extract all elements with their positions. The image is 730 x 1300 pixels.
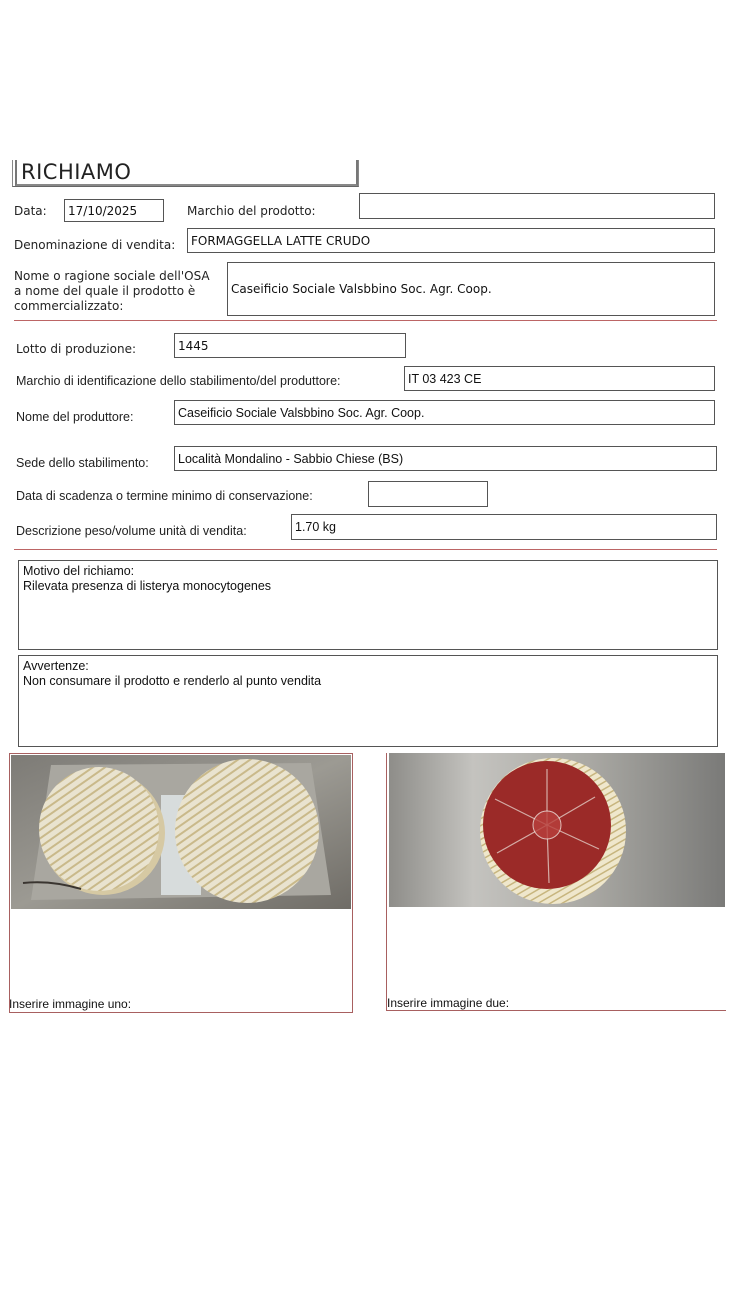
title-frame (12, 160, 359, 187)
avvertenze-box[interactable] (18, 655, 718, 747)
marchio-id-label: Marchio di identificazione dello stabilimento/del produttore: (16, 374, 341, 388)
avvertenze-label: Avvertenze: (23, 659, 89, 673)
marchio-prodotto-field[interactable] (359, 193, 715, 219)
sede-field[interactable]: Località Mondalino - Sabbio Chiese (BS) (174, 446, 717, 471)
label-center (533, 811, 561, 839)
motivo-box[interactable] (18, 560, 718, 650)
image-caption-1: Inserire immagine uno: (9, 997, 132, 1011)
osa-label-line2: a nome del quale il prodotto è (14, 284, 196, 298)
cheese-wheel-right (175, 759, 319, 903)
avvertenze-text: Non consumare il prodotto e renderlo al punto vendita (23, 674, 322, 688)
osa-label-line3: commercializzato: (14, 299, 124, 313)
image-caption-2: Inserire immagine due: (387, 996, 510, 1010)
sede-label: Sede dello stabilimento: (16, 456, 149, 470)
motivo-text: Rilevata presenza di listerya monocytogenes (23, 579, 272, 593)
image-frame-1[interactable] (9, 753, 353, 1013)
data-field[interactable]: 17/10/2025 (64, 199, 164, 222)
photo-cheese-wheels-in-box (11, 755, 351, 909)
produttore-label: Nome del produttore: (16, 410, 134, 424)
osa-label-line1: Nome o ragione sociale dell'OSA (14, 269, 210, 283)
marchio-id-field[interactable]: IT 03 423 CE (404, 366, 715, 391)
osa-field[interactable]: Caseificio Sociale Valsbbino Soc. Agr. Coop. (227, 262, 715, 316)
image-frame-2[interactable] (386, 753, 726, 1011)
cheese-wheel-left (39, 767, 159, 891)
denominazione-field[interactable]: FORMAGGELLA LATTE CRUDO (187, 228, 715, 253)
peso-field[interactable]: 1.70 kg (291, 514, 717, 540)
lotto-field[interactable]: 1445 (174, 333, 406, 358)
lotto-label: Lotto di produzione: (16, 342, 137, 356)
section-divider-1 (14, 320, 717, 321)
data-label: Data: (14, 204, 47, 218)
scadenza-field[interactable] (368, 481, 488, 507)
denominazione-label: Denominazione di vendita: (14, 238, 176, 252)
marchio-prodotto-label: Marchio del prodotto: (187, 204, 316, 218)
page-title: RICHIAMO (21, 160, 132, 184)
motivo-label: Motivo del richiamo: (23, 564, 135, 578)
peso-label: Descrizione peso/volume unità di vendita: (16, 524, 247, 538)
photo-cheese-wheel-red-label (389, 753, 725, 907)
produttore-field[interactable]: Caseificio Sociale Valsbbino Soc. Agr. Coop. (174, 400, 715, 425)
scadenza-label: Data di scadenza o termine minimo di conservazione: (16, 489, 313, 503)
section-divider-2 (14, 549, 717, 550)
